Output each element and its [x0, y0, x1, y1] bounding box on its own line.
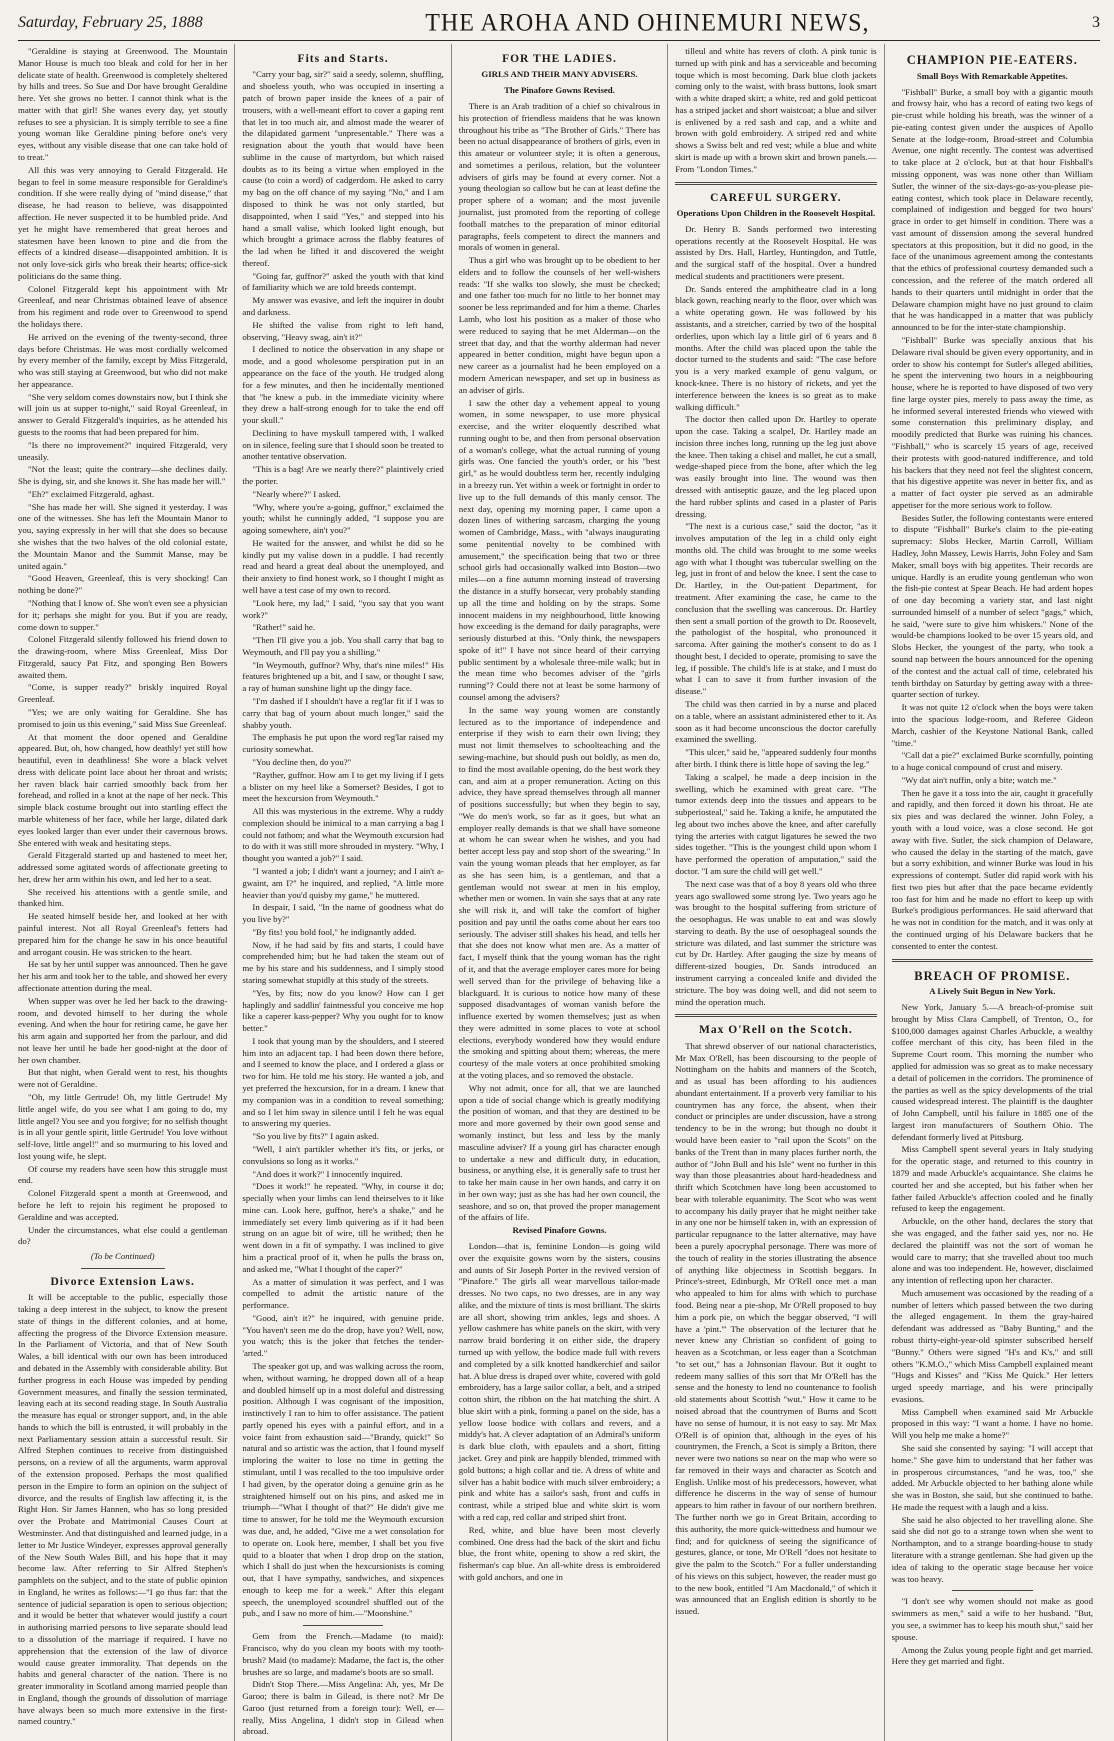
- paragraph: Arbuckle, on the other hand, declares the story that she was engaged, and the father said yes, nor no. He declared the plaintiff was not the sort of woman he would care to marry; that she travelled about too much alone and was too independent. He, however, disclaimed any intention of reflecting upon her character.: [891, 1216, 1093, 1286]
- divorce-heading: Divorce Extension Laws.: [50, 1275, 195, 1288]
- column-3: [451, 44, 667, 1741]
- to-be-continued: (To be Continued): [90, 1251, 155, 1262]
- paragraph: "Going far, guffnor?" asked the youth with that kind of familiarity which we are told breeds contempt.: [242, 270, 444, 293]
- column-5: [884, 44, 1100, 1741]
- paragraph: "Why, where you're a-going, guffnor," exclaimed the youth; whilst he cunningly added, "I suppose you are agoing somewhere, ain't you?": [242, 501, 444, 536]
- pinafore-continued: [675, 46, 876, 176]
- divider: [952, 1590, 1033, 1591]
- pie-eaters-heading: CHAMPION PIE-EATERS.: [906, 53, 1078, 67]
- paragraph: As a matter of simulation it was perfect, and I was compelled to admit the artistic nature of the performance.: [242, 1276, 444, 1311]
- paragraph: "So you live by fits?" I again asked.: [252, 1131, 379, 1142]
- paragraph: "She has made her will. She signed it yesterday. I was one of the witnesses. She has left the Mountain Manor to you, saying expressly in her will that she does so because she wishes that the two halves of the old colonial estate, the Mountain Manor and the Summit Manse, may be united again.": [18, 501, 228, 571]
- paragraph: He seated himself beside her, and looked at her with painful interest. Not all Royal Greenleaf's fetters had prepared him for the change he saw in his once beautiful and arrogant cousin. He was stricken to the heart.: [18, 911, 228, 957]
- page-number: 3: [1092, 14, 1100, 31]
- fits-article: [242, 69, 443, 1620]
- paragraph: The child was then carried in by a nurse and placed on a table, where an assistant administered ether to it. As soon as it had become unconscious the doctor carefully examined the swelling.: [675, 699, 877, 745]
- divider: [892, 959, 1093, 962]
- paragraph: The speaker got up, and was walking across the room, when, without warning, he dropped down all of a heap and doubled himself up in a most doleful and distressing position. Although I was cognisant of the imposition, instinctively I ran to him to offer assistance. The patient partly opened his eyes with a painful effort, and in a voice faint from exhaustion said—"Brandy, quick!" So natural and so artistic was the action, that I found myself imploring the waiter to lose no time in getting the stimulant, until I was recalled to the too impulsive order I had given, by the operator doing a genuine grin as he straightened himself out on his pins, and asked me in triumph—"What I thought of that?" He didn't give me time to answer, for he told me the Weymouth excursion was due, and, he added, "Give me a wet consolation for to operate on. Look here, member, I shall bet you five quid to a bloater that when I drop drop on the station, which I shall do just when the hexcursionists is coming out, that I have sympathy, sandwiches, and sixpences enough to keep me for a week." After this elegant speech, the unemployed scoundrel shuffled out of the pub., and I saw no more of him.—"Moonshine.": [242, 1361, 444, 1619]
- paragraph: "Rather!" said he.: [252, 622, 316, 633]
- fits-heading: Fits and Starts.: [297, 53, 389, 65]
- paragraph: She received his attentions with a gentle smile, and thanked him.: [18, 886, 228, 909]
- paragraph: "You decline then, do you?": [252, 756, 352, 767]
- paragraph: The doctor then called upon Dr. Hartley to operate upon the case. Taking a scalpel, Dr. Hartley made an incision three inches long, running up the leg just above the knee. Then taking a chisel and mallet, he cut a small, wedge-shaped piece from the bone, after which the leg was easily brought into line. The wound was then dressed with antiseptic gauze, and the leg placed upon the hard rubber splints and cased in a plaster of Paris dressing.: [675, 414, 877, 519]
- paragraph: The next case was that of a boy 8 years old who three years ago swallowed some strong lye. Two years ago he was brought to the hospital suffering from stricture of the oesophagus. He was unable to eat and was slowly starving to death. By the use of oesophageal sounds the stricture was dilated, and last summer the stricture was cut by Dr. Hartley. After gauging the size by means of different-sized bougies, Dr. Sands introduced an instrument carrying a concealed knife and divided the stricture. The boy was doing well, and did not seem to mind the operation much.: [675, 878, 877, 1007]
- masthead: [18, 6, 1100, 41]
- paragraph: He sat by her until supper was announced. Then he gave her his arm and took her to the table, and showed her every affectionate attention during the meal.: [18, 959, 228, 993]
- paragraph: The emphasis he put upon the word reg'lar raised my curiosity somewhat.: [242, 732, 444, 755]
- paragraph: "Yes; we are only waiting for Geraldine. She has promised to join us this evening," said Miss Sue Greenleaf.: [18, 706, 228, 729]
- paragraph: Thus a girl who was brought up to be obedient to her elders and to follow the counsels of her well-wishers reads: "If she walks too slowly, she must be checked; and one father too much for no little to her bonnet may sooner be less reprimanded and for him a theme. Charles Lamb, who lost his position as a maker of those who were reduced to saying that he met Alderman—on the street that day, and that the worthy alderman had never appeared in better condition, might have begun upon a new career as a journalist had he been employed on a modern American newspaper, and set up in business as an adviser of girls.: [458, 255, 661, 395]
- paragraph: Dr. Sands entered the amphitheatre clad in a long black gown, reaching nearly to the floor, over which was a white operating gown. He was followed by his assistants, and a stretcher, carried by two of the hospital orderlies, upon which lay a little girl of 6 years and 8 months. After the child was placed upon the table the doctor turned to the students and said: "The case before you is a very marked example of genu valgum, or knock-knee. There is no history of rickets, and yet the interference between the knees is so great as to make walking difficult.": [675, 283, 877, 412]
- divider: [81, 1268, 165, 1269]
- paragraph: "Fishball" Burke was specially anxious that his Delaware rival should be given every opportunity, and in order to show his contempt for Sutler's alleged abilities, he spent the intervening two hours in a neighbouring house, where he is reported to have disposed of two very fine large oyster pies, merely to pass away the time, as he informed several interested friends who viewed with some consternation this preliminary display, and moodily predicted that Burke was ruining his chances. "Fishball," who is scarcely 15 years of age, received their protests with good-natured indifference, and told his backers that they need not feel the slightest concern, that his digestive appetite was never in better fix, and as a matter of fact oyster pie served as an admirable appetiser for the more serious work to follow.: [891, 334, 1093, 510]
- paragraph: Of course my readers have seen how this struggle must end.: [18, 1163, 228, 1186]
- paragraph: Didn't Stop There.—Miss Angelina: Ah, yes, Mr De Garoo; there is balm in Gilead, is there not? Mr De Garoo (just returned from a foreign tour): Well, er—really, Miss Angelina, I didn't stop in Gilead when abroad.: [242, 1679, 444, 1737]
- divider: [675, 182, 876, 185]
- paragraph: London—that is, feminine London—is going wild over the exquisite gowns worn by the sisters, cousins and aunts of Sir Joseph Porter in the revived version of "Pinafore." The girls all wear marvellous tailor-made dresses. No two caps, no two dresses, are in any way alike, and the mixture of tints is most brilliant. The skirts are all short, showing trim ankles, legs and shoes. A yellow cashmere has white panels on the skirt, with very narrow braid bordering it on either side, the drapery turned up with yellow, the bodice made full with revers and completed by a silk knotted handkerchief and sailor hat. A blue dress is draped over white, covered with gold embroidery, has a large sailor collar, a belt, and a striped cotton shirt, the ribbon on the hat matching the shirt. A blue skirt with a pink, forming a panel on the side, has a yellow loose bodice with collars and revers, and a middy's hat. A clever adaptation of an Admiral's uniform is dark blue cloth, with epaulets and a short, fitting jacket. Grey and pink are happily blended, trimmed with gold buttons; a high collar and tie. A dress of white and silver has a habit bodice with much silver embroidery; a pink and white has a sailor's sash, front and cuffs in contrast, while a striped blue and white skirt is worn with a red cap, red collar and striped shirt front.: [458, 1240, 661, 1522]
- paragraph: "She very seldom comes downstairs now, but I think she will join us at supper to-night," said Royal Greenleaf, in answer to Gerald Fitzgerald's inquiries, as he attended his guests to the rooms that had been prepared for him.: [18, 391, 228, 437]
- paragraph: All this was very annoying to Gerald Fitzgerald. He began to feel in some measure responsible for Geraldine's condition. If she were really dying of "mind disease," that disease, he had reason to believe, was disappointed affection. He never suspected it to be humbled pride. And yet he might have remembered that great heroes and statesmen have been known to pine and die from the effects of a kindred disease—disappointed ambition. It is not only love-sick girls who break their hearts; office-sick politicians do the same thing.: [18, 164, 228, 281]
- paragraph: He shifted the valise from right to left hand, observing, "Heavy swag, ain't it?": [242, 319, 444, 342]
- paragraph: But that night, when Gerald went to rest, his thoughts were not of Geraldine.: [18, 1067, 228, 1090]
- revised-article: [459, 1241, 660, 1584]
- paragraph: Miss Campbell when examined said Mr Arbuckle proposed in this way: "I want a home. I have no home. Will you help me make a home?": [891, 1406, 1093, 1441]
- paragraph: Much amusement was occasioned by the reading of a number of letters which passed between the two during the alleged engagement. In them the gray-haired defendant was addressed as "Baby Bunting," and the robust thirty-eight-year-old spinster subscribed herself "Bunny." Others were signed "H's and K's," and still others "K.M.O.," which Miss Campbell explained meant "Hugs and Kisses" and "Kiss Me Quick." Her letters urged speedy marriage, and his were principally evasions.: [891, 1287, 1093, 1404]
- paragraph: Gem from the French.—Madame (to maid): Francisco, why do you clean my boots with my tooth-brush? Maid (to madame): Madame, the fact is, the other brushes are so large, and madame's boots are so small.: [242, 1631, 444, 1677]
- paragraph: "Carry your bag, sir?" said a seedy, solemn, shuffling, and shoeless youth, who was occupied in inserting a patch of brown paper inside the knees of a pair of trousers, with a well-meant effort to cover a gaping rent that let in too much air, and almost made the wearer of the dilapidated garment "unpresentable." There was a resignation about the youth that would have been sublime in the cause of martyrdom, but which raised doubts as to its being a virtue when employed in the cause (to coin a word) of cadgerdom. He asked to carry my bag on the off chance of my saying "No," and I am disposed to think he was not only startled, but disappointed, when I said "Yes," and stepped into his hand a small valise, which looked light enough, but which brought a grimace across the flabby features of the lad when he lifted it and discovered the weight thereof.: [242, 69, 444, 268]
- paragraph: "Call dat a pie?" exclaimed Burke scornfully, pointing to a huge conical compound of crust and misery.: [891, 750, 1093, 773]
- breach-subhead: A Lively Suit Begun in New York.: [929, 986, 1056, 997]
- paragraph: "And does it work?" I innocently inquired.: [252, 1168, 403, 1179]
- paragraph: When supper was over he led her back to the drawing-room, and devoted himself to her during the whole evening. And when the hour for retiring came, he gave her his arm again and supported her from the parlour, and did not leave her until he bade her good-night at the door of her own chamber.: [18, 995, 228, 1065]
- gems: [242, 1631, 443, 1738]
- paragraph: I took that young man by the shoulders, and I steered him into an adjacent tap. I had been down there before, and I seemed to know the place, and I ordered a glass or two for him. He told me his story. He wanted a job, and yet preferred the hexcursion, for in a dream. I knew that my companion was in a condition to reveal something; and so I let him sway in silence until I felt he was equal to answering my queries.: [242, 1035, 444, 1129]
- paragraph: "In Weymouth, guffnor? Why, that's nine miles!" His features brightened up a bit, and I saw, or thought I saw, a ray of human sunshine light up the dingy face.: [242, 659, 444, 694]
- paragraph: She said she consented by saying: "I will accept that home." She gave him to understand that her father was in prosperous circumstances, "and he was, too," she added. Mr Arbuckle objected to her bathing alone while she was in Boston, she said, but she continued to bathe. He made the request with a laugh and a kiss.: [891, 1443, 1093, 1512]
- paragraph: Besides Sutler, the following contestants were entered to dispute "Fishball" Burke's claim to the pie-eating supremacy: Slobs Hecker, Martin Carroll, William Hadley, John Massey, Lewis Harris, John Foley and Sam Maker, small boys with big appetites. Their records are unique. Hardly is an erudite young gentleman who won the fish-pie contest at Spear Beach. He had ardent hopes of one day becoming a variety star, and last night surrounded himself of a number of select "gags," which, he said, "were sure to give him whiskers." None of the would-be champions looked to be over 15 years old, and Slobs Hecker, the youngest of the party, who took a sound nap between the hours announced for the opening of the contest and the actual call of time, celebrated his tenth birthday on Saturday by getting away with a three-quarter section of turkey.: [891, 512, 1093, 700]
- max-orell-article: [675, 1041, 876, 1618]
- paragraph: "Good, ain't it?" he inquired, with genuine pride. "You haven't seen me do the drop, have you? Well, now, you watch; this is the joker that fetches the tender-'arted.": [242, 1312, 444, 1359]
- paragraph: "Fishball" Burke, a small boy with a gigantic mouth and frowsy hair, who has a record of eating two kegs of pie-crust while holding his breath, was the winner of a pie-eating contest given under the auspices of Apollo Senate at the lodge-room, Broad-street and Columbia Avenue, one night recently. The contest was advertised to take place at 2 o'clock, but at that hour Fishball's missing opponent, was was none other than William Sutler, the winner of the six-days-go-as-you-please pie-eating contest, which took place in Delaware recently, complained of indigestion and begged for two hours' grace in order to get himself in condition. There was a vast amount of dissension among the several hundred spectators at this proposition, but it did no good, in the face of the unanimous agreement among the contestants that the ethics of professional courtesy demanded such a concession, and the referee of the match ordered all hands to their quarters until midnight in order that the Delaware champion might have no just ground to claim that he was handicapped in a matter that was publicly announced to be for the inter-state championship.: [891, 86, 1093, 333]
- paragraph: I saw the other day a vehement appeal to young women, in some newspaper, to use more physical exercise, and the writer eloquently described what running ought to be, and then from personal observation of a woman's college, what the actual running of young girls was. One fancied the youth's order, or his "best girl," as he would doubtless term her, recently indulging in a breezy run. Yet within a week or fortnight in order to live up to the full demands of this manly censor. The next day, opening my morning paper, I came upon a dozen lines of withering sarcasm, charging the young women of Cambridge, Mass., with "always inaugurating some penitential novelty to be combined with amusement," the specification being that two or three school girls had occasionally walked into Boston—two miles—on a fine autumn morning instead of traversing the distance in a stuffy horsecar, very probably standing up all the time and holding on by the straps. Some innocent maidens in my neighbourhood, little knowing how exceeding is the demand for daily paragraphs, were seriously disturbed at this. "Only think, the newspapers spoke of it!" I have not since heard of their carrying public sentiment by a wholesale three-mile walk; but in the mean time who becomes adviser of the "girls running"? Could there not at least be some harmony of counsel among the advisers?: [458, 397, 661, 703]
- paragraph: "Nothing that I know of. She won't even see a physician for it; perhaps she might for you. But if you are ready, come down to supper.": [18, 597, 228, 632]
- paragraph: Taking a scalpel, he made a deep incision in the swelling, which he examined with great care. "The tumor extends deep into the tissues and appears to be subperiosteal," said he. Taking a knife, he amputated the leg about two inches above the knee, and after carefully tying the arteries with catgut ligatures he sewed the two sides together. "This is the youngest child upon whom I have performed the operation of amputation," said the doctor. "I am sure the child will get well.": [675, 771, 877, 876]
- paragraph: There is an Arab tradition of a chief so chivalrous in his protection of friendless maidens that he was known throughout his tribe as "The Brother of Girls." There has been no actual disappearance of brothers of girls, even in this amateur or volunteer style; it is often a generous, and sometimes a perilous, relation, but the volunteer advisers of girls may be found at every corner. Not a young theologian so callow but he can at least define the proper sphere of a woman; and the most juvenile journalist, just promoted from the reporting of college football matches to the preparation of minor editorial paragraphs, feels competent to direct the manners and morals of women in general.: [458, 100, 661, 253]
- pie-eaters-subhead: Small Boys With Remarkable Appetites.: [916, 70, 1068, 81]
- column-4: [667, 44, 883, 1741]
- divorce-article: [18, 1292, 227, 1728]
- paragraph: Among the Zulus young people fight and get married. Here they get married and fight.: [891, 1644, 1093, 1667]
- breach-article: [892, 1002, 1093, 1585]
- paragraph: My answer was evasive, and left the inquirer in doubt and darkness.: [242, 295, 444, 318]
- divider: [303, 1625, 384, 1626]
- paragraph: tilleul and white has revers of cloth. A pink tunic is turned up with pink and has a serviceable and becoming toque which is most becoming. Dark blue cloth jackets coming only to the waist, with brass buttons, look smart with a white draped skirt; a white, red and gold petticoat has a striped jacket and short waistcoat; a blue and silver is enlivened by a red sash and cap, and a white and brown with gold embroidery. A striped red and white shows a Swiss belt and red vest; while a blue and white skirt is made up with a brown skirt and brown panels.—From "London Times.": [675, 46, 877, 174]
- paragraph: New York, January 5.—A breach-of-promise suit brought by Miss Clara Campbell, of Trenton, O., for $100,000 damages against Charles Arbuckle, a wealthy coffee merchant of this city, has been filed in the Supreme Court room. This morning the number who applied for admission was so great as to make necessary a detail of policemen in the corridors. The prominence of the parties as well as the spicy developments of the trial caused widespread interest. The plaintiff is the daughter of John Campbell, until his failure in 1885 one of the largest iron manufacturers of Southern Ohio. The defendant formerly lived at Pittsburg.: [891, 1002, 1093, 1142]
- paragraph: "Come, is supper ready?" briskly inquired Royal Greenleaf.: [18, 682, 228, 705]
- paragraph: "Does it work!" he repeated. "Why, in course it do; specially when your limbs can lend theirselves to it like mine can. Look here, guffnor, here's a shake," and he immediately set every limb quivering as if it had been strung on an ague bit of wire, till he writhed; then he went down in a fit of sympathy. I was inclined to give him a practical proof of it, when he pulls the brass on, and asked me, "What I thought of the caper?": [242, 1181, 444, 1274]
- paragraph: Gerald Fitzgerald started up and hastened to meet her, addressed some agitated words of affectionate greeting to her, drew her arm within his own, and led her to a seat.: [18, 850, 228, 884]
- paragraph: Colonel Fitzgerald silently followed his friend down to the drawing-room, where Miss Greenleaf, Miss Dor Fitzgerald, saucy Pat Fitz, and sponging Ben Bowers awaited them.: [18, 634, 228, 680]
- column-2: [234, 44, 450, 1741]
- paragraph: All this was mysterious in the extreme. Why a ruddy complexion should be inimical to a man carrying a bag I could not fathom; and what the Weymouth excursion had to do with it was still more shrouded in mystery. "Why, I thought you wanted a job?" I said.: [242, 806, 444, 864]
- paragraph: "I don't see why women should not make as good swimmers as men," said a wife to her husband. "But, you see, a swimmer has to keep his mouth shut," said her spouse.: [891, 1596, 1093, 1642]
- paragraph: "This ulcer," said he, "appeared suddenly four months after birth. I think there is little hope of saving the leg.": [675, 747, 877, 769]
- paragraph: Colonel Fitzgerald kept his appointment with Mr Greenleaf, and near Christmas obtained leave of absence from his regiment and rode over to Greenwood to spend the holidays there.: [18, 283, 228, 329]
- paragraph: "Yes, by fits; now do you know? How can I get haplingly and saddlin' faintnessful you conceive me hop like a caperer kass-pepper? Why you ought for to know better.": [242, 987, 444, 1034]
- ladies-subhead-2: The Pinafore Gowns Revised.: [504, 85, 615, 96]
- paragraph: "Look here, my lad," I said, "you say that you want work?": [242, 597, 444, 620]
- paragraph: "By fits! you bold fool," he indignantly added.: [252, 926, 417, 937]
- paragraph: In despair, I said, "In the name of goodness what do you live by?": [242, 902, 444, 925]
- paragraph: He arrived on the evening of the twenty-second, three days before Christmas. He was most cordially welcomed by every member of the family, except by Miss Fitzgerald, who was still staying at Greenwood, but who did not make her appearance.: [18, 331, 228, 389]
- paragraph: "Oh, my little Gertrude! Oh, my little Gertrude! My little angel wife, do you see what I am going to do, my little angel? You see and you forgive; for no selfish thought is in all your gentle spirit, little Gertrude! You love without self-love, little angel!" and so murmuring to his loved and lost young wife, he slept.: [18, 1091, 228, 1161]
- surgery-subhead: Operations Upon Children in the Roosevelt Hospital.: [676, 208, 876, 218]
- ladies-heading: FOR THE LADIES.: [502, 53, 617, 65]
- ladies-article: [459, 101, 660, 1224]
- serial-story: [18, 46, 227, 1248]
- newspaper-title: THE AROHA AND OHINEMURI NEWS,: [425, 8, 870, 37]
- paragraph: It was not quite 12 o'clock when the boys were taken into the spacious lodge-room, and Referee Gideon March, cashier of the Keystone National Bank, called "time.": [891, 702, 1093, 748]
- columns: [18, 44, 1100, 1737]
- paragraph: "This is a bag! Are we nearly there?" plaintively cried the porter.: [242, 464, 444, 486]
- paragraph: "Is there no improvement?" inquired Fitzgerald, very uneasily.: [18, 439, 228, 462]
- divider: [675, 1014, 876, 1017]
- paragraph: Declining to have myskull tampered with, I walked on in silence, feeling sure that I should soon be treated to another tentative observation.: [242, 427, 444, 462]
- fillers: [892, 1596, 1093, 1668]
- paragraph: In the same way young women are constantly lectured as to the importance of independence and enterprise if they wish to earn their own living; they must not limit themselves to schoolteaching and the sewing-machine, but should push out boldly, as men do, to find the most available opening, do the best work they can, and aim at a proper remuneration. Acting on this advice, they have spread themselves through all manner of positions successfully; but when they begin to say, "We do men's work, so far as it goes, but what an employer really demands is that we shall have someone at whom he can swear when he wishes, and you had better accept less pay and stop short of the swearing." In vain the young woman pleads that her employer, as far as she has seen him, is a gentleman, and that a gentleman would not swear at men in his employ, whether men or women. In vain she says that at any rate she will risk it, and will take the comfort of higher position and pay until the oaths come about her ears too seriously. The adviser still shakes his head, and tells her that she does not know what men are. As a matter of fact, I myself think that the young woman has the right of it, and that the average employer cares more for being well served than for the privilege of behaving like a blackguard. It is curious to notice how many of these supposed disadvantages of woman vanish before the influence exerted by women themselves; just as when they were admitted in some places to vote at school elections, everybody wondered how they would endure the smoking and spitting about them; whereas, the mere courtesy of the male voters at once prohibited smoking at the voting places, and so removed the obstacle.: [458, 704, 661, 1081]
- revised-heading: Revised Pinafore Gowns.: [512, 1225, 607, 1236]
- paragraph: Under the circumstances, what else could a gentleman do?: [18, 1224, 228, 1247]
- column-1: [18, 44, 234, 1741]
- paragraph: "Wy dat ain't nuffin, only a bite; watch me.": [901, 774, 1057, 785]
- paragraph: At that moment the door opened and Geraldine appeared. But, oh, how changed, how deathly! yet still how beautiful, even in deathliness! She wore a black velvet dress with delicate point lace about her throat and wrists; her raven black hair carried smoothly back from her forehead, and rolled in a knot at the nape of her neck. This simple black costume brought out into startling effect the marble whiteness of her face, while her large, dilated dark eyes looked larger than ever under their cavernous brows. She entered with weak and hesitating steps.: [18, 731, 228, 848]
- paragraph: "Eh?" exclaimed Fitzgerald, aghast.: [28, 488, 155, 499]
- paragraph: "Nearly where?" I asked.: [252, 488, 341, 499]
- breach-heading: BREACH OF PROMISE.: [914, 968, 1071, 983]
- pie-eaters-article: [892, 87, 1093, 953]
- paragraph: Why not admit, once for all, that we are launched upon a tide of social change which is greatly modifying the position of woman, and that they are destined to be more and more governed by their own good sense and womanly instinct, but less and less by the manly masculine adviser? If a young girl has character enough to undertake a new and difficult duty, in education, business, or anything else, it is generally safe to trust her to take her main cause in her own hands, and carry it on in her own way; just as she has had her own council, the seashore, and so on, that proved the proper management of the affairs of life.: [458, 1082, 661, 1223]
- paragraph: "Then I'll give you a job. You shall carry that bag to Weymouth, and I'll pay you a shilling.": [242, 635, 444, 657]
- paragraph: I declined to notice the observation in any shape or mode, and a good wholesome perspiration put in an appearance on the face of the youth. He trudged along for a few minutes, and then he incidentally mentioned that "he knew a pub. in the immediate vicinity where they drew a half-strong enough for to take the end off your skull.": [242, 344, 444, 426]
- paragraph: "Geraldine is staying at Greenwood. The Mountain Manor House is much too bleak and cold for her in her delicate state of health. Greenwood is completely sheltered by hills and trees. So Sue and Dor have brought Geraldine here. Yet she grows no better. I cannot think what is the matter with that girl! She wanes every day, yet stoutly refuses to see a physician. It is simply terrible to see a fine young woman like Geraldine pining before one's very eyes, without any visible disease that one can take hold of to treat.": [18, 46, 228, 163]
- paragraph: Then he gave it a toss into the air, caught it gracefully and rapidly, and then forced it down his throat. He ate six pies and was declared the winner. John Foley, a youth with a loud voice, was a close second. He got away with five. Sutler, the sick champion of Delaware, who caused the delay in the starting of the match, gave but a sorry exhibition, and winner Burke was loud in his expressions of contempt. Sutler did rapid work with his first two pies but after that the pace became evidently too fast for him and he made no effort to keep up with Burke's prodigious performances. He said afterward that he was not in condition for the match, and it was only at the continued urging of his Delaware backers that he consented to enter the contest.: [891, 787, 1093, 951]
- paragraph: Dr. Henry B. Sands performed two interesting operations recently at the Roosevelt Hospital. He was assisted by Drs. Hall, Hartley, Huntingdon, and Tuttle, and the surgical staff of the hospital. Over a hundred medical students and practitioners were present.: [675, 223, 877, 281]
- ladies-subhead: GIRLS AND THEIR MANY ADVISERS.: [481, 69, 638, 80]
- paragraph: Now, if he had said by fits and starts, I could have comprehended him; but he had taken the steam out of me by his stare and his suddenness, and I simply stood staring somewhat stupidly at this study of the streets.: [242, 939, 444, 985]
- issue-date: Saturday, February 25, 1888: [18, 14, 203, 31]
- paragraph: "Not the least; quite the contrary—she declines daily. She is dying, sir, and she knows it. She has made her will.": [18, 464, 228, 487]
- paragraph: She said he also objected to her travelling alone. She said she did not go to a strange town when she went to Northampton, and to a strange boarding-house to study literature with a strange gentleman. She had given up the idea of taking to the operatic stage because her voice was too heavy.: [891, 1514, 1093, 1584]
- paragraph: Red, white, and blue have been most cleverly combined. One dress had the back of the skirt and fichu blue, the front white, opening to show a red skirt, the fisherman's cap blue. An all-white dress is embroidered with gold anchors, and one in: [458, 1524, 661, 1582]
- paragraph: That shrewd observer of our national characteristics, Mr Max O'Rell, has been discoursing to the people of Nottingham on the habits and manners of the Scotch, and as usual has been affording to his audiences abundant entertainment. If a proverb very familiar to his countrymen has any force, the absent, when their conduct or principles are under discussion, have a strong tendency to be in the wrong; but though no doubt it would have been easier to "rail upon the Scots" on the banks of the Trent than in many places further north, the author of "John Bull and his Isle" went no further in this way than those pleasantries about hard-headedness and thrift which Scotchmen have long been accustomed to bear with tolerable equanimity. The Scot who was went to accompany his daily prayer that he might neither take in any one nor be himself taken in, with an expression of particular repugnance to the latter alternative, may have been a purely apocryphal personage. There was more of the touch of reality in the stories illustrating the absence of anything like objectness in Scottish beggars. In Prince's-street, Edinburgh, Mr O'Rell once met a man who appealed to him for alms with which to purchase food. Being near a pie-shop, Mr O'Rell proposed to buy him a pork pie, on which the beggar observed, "I will have a 'pint.'" The observation of the lecturer that he never knew any Christian so confident of going to heaven as a Scotchman, or less eager than a Scotchman "to set out," has a Johnsonian flavour. But it ought to redeem many sallies of this sort that Mr O'Rell has the sense and the honesty to lend no countenance to foolish old statements about Scottish "wut." How it came to be noised abroad that the countrymen of Burns and Scott have no sense of humour, it is not easy to say. Mr Max O'Rell is of opinion that, although in the eyes of his countrymen, the French, a Scot is simply a Briton, there never were two nations so near on the map who were so far removed in their ways and character as Scotch and English. Unlike most of his predecessors, however, what difference he discerns in the way of sense of humour appears to him rather in favour of our northern brethren. The further north we go in Great Britain, according to this authority, the more quick-wittedness and humour we find; and for quickness of seeing the significance of gestures, glance, or tone, Mr O'Rell "does not hesitate to give the palm to the Scotch." For a fuller understanding of his views on this subject, however, the reader must go to the new book, entitled "I Am Macdonald," of which it was announced that an English edition is shortly to be issued.: [675, 1040, 877, 1617]
- paragraph: "Rayther, guffnor. How am I to get my living if I gets a blister on my heel like a Somerset? Besides, I got to meet the hexcursion from Weymouth.": [242, 769, 444, 804]
- paragraph: "I'm dashed if I shouldn't have a reg'lar fit if I was to carry that bag of yourn about much longer," said the shabby youth.: [242, 696, 444, 730]
- paragraph: Colonel Fitzgerald spent a month at Greenwood, and before he left to rejoin his regiment he proposed to Geraldine and was accepted.: [18, 1188, 228, 1222]
- surgery-article: [675, 224, 876, 1009]
- paragraph: "Well, I ain't partikler whether it's fits, or jerks, or convulsions so long as it works.": [242, 1143, 444, 1166]
- paragraph: "The next is a curious case," said the doctor, "as it involves amputation of the leg in a child only eight months old. The child was brought to me some weeks ago with what I thought was tubercular swelling on the leg, just in front of and below the knee. I sent the case to Dr. Hartley, in the Out-patient Department, for treatment. After examining the case, he came to the conclusion that the swelling was cancerous. Dr. Hartley then sent a small portion of the growth to Dr. Roosevelt, the pathologist of the hospital, who pronounced it sarcoma. After gaining the mother's consent to do as I thought best, I decided to operate, promising to save the leg, if possible. The child's life is at stake, and I must do what I can to save it from further invasion of the disease.": [675, 521, 877, 697]
- max-orell-heading: Max O'Rell on the Scotch.: [699, 1024, 853, 1037]
- surgery-heading: CAREFUL SURGERY.: [710, 191, 842, 204]
- paragraph: It will be acceptable to the public, especially those taking a deep interest in the subject, to know the present state of things in the different colonies, and at home, affecting the progress of the Divorce Extension measure. In the Parliament of Victoria, and that of New South Wales, a bill identical with our own has been introduced and debated in the Assembly with considerable ability. But further progress in each House was impeded by pending Government measures, and finally the session terminated, leaving each at its second reading stage. In South Australia the measure has equal or stronger support, and, in the able hands to which the bill is entrusted, it will probably in the next Parliamentary session attain a successful result. Sir Alfred Stephen continues to receive from distinguished persons, on a review of all the arguments, warm approval of the extension proposed. Perhaps the most qualified person in the Empire to form an opinion on the subject of divorce, and the results of English law affecting it, is the Right Hon. Sir James Hannen, who has so long presided over the Probate and Matrimonial Causes Court at Westminster. And that distinguished and learned judge, in a letter to Mr Justice Windeyer, expresses approval generally of the New South Wales Bill, and his hope that it may become law. After referring to Sir Alfred Stephen's pamphlets on the subject, and to the state of public opinion in England, he writes as follows:—"I go thus far: that the sentence of judicial separation is open to serious objection; and it would be better that whatever would justify a court in authorising married persons to live separate should lead to a dissolution of the marriage if required. I have no apprehension that the extension of the law of divorce would cause greater immorality. That depends on the habits and general character of the nation. There is no greater immorality in Scotland among married people than in England, though the grounds of dissolution of marriage have always been so much more extensive in the first-named country.": [18, 1292, 228, 1727]
- paragraph: "I wanted a job; I didn't want a journey; and I ain't a-gwaint, am I?" he inquired, and replied, "A little more heavier than you'd quisby my game," he muttered.: [242, 865, 444, 900]
- paragraph: He waited for the answer, and whilst he did so he kindly put my valise down in a puddle. I had recently read and heard a great deal about the unemployed, and their anxiety to find honest work, so I thought I might as well have a test case of my own to record.: [242, 537, 444, 595]
- paragraph: "Good Heaven, Greenleaf, this is very shocking! Can nothing be done?": [18, 573, 228, 596]
- paragraph: Miss Campbell spent several years in Italy studying for the operatic stage, and returned to this country in 1879 and made Arbuckle's acquaintance. She claims he courted her and she accepted, but his father when her father failed Arbuckle's affection cooled and he finally refused to keep the engagement.: [891, 1144, 1093, 1214]
